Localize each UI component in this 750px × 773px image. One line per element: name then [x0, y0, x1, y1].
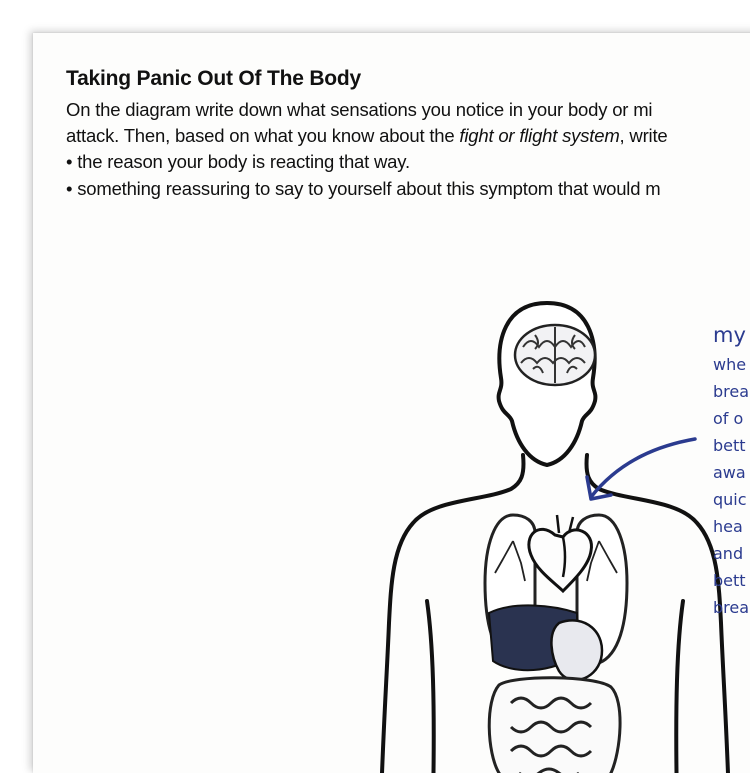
- bullet-reason: • the reason your body is reacting that way.: [66, 151, 410, 172]
- instruction-line-1: On the diagram write down what sensations you notice in your body or mi: [66, 99, 653, 120]
- note-line: hea: [713, 517, 743, 536]
- note-line: bett: [713, 436, 746, 455]
- intestines-icon: [489, 678, 620, 773]
- note-line: brea: [713, 382, 750, 401]
- note-line: and: [713, 544, 744, 563]
- note-line: bett: [713, 571, 746, 590]
- worksheet-title: Taking Panic Out Of The Body: [66, 67, 362, 90]
- curved-arrow-icon: [581, 433, 701, 513]
- handwritten-note: [713, 323, 749, 621]
- instruction-line-2-start: attack. Then, based on what you know about the: [66, 125, 460, 146]
- instruction-line-2-end: , write: [619, 125, 668, 146]
- brain-icon: [515, 325, 595, 385]
- note-heading: my: [713, 323, 746, 347]
- bullet-reassuring: • something reassuring to say to yourself about this symptom that would m: [66, 178, 661, 199]
- note-line: whe: [713, 355, 747, 374]
- note-line: of o: [713, 409, 744, 428]
- note-line: quic: [713, 490, 747, 509]
- note-line: awa: [713, 463, 746, 482]
- stomach-icon: [551, 620, 602, 680]
- human-body-outline: [363, 283, 733, 773]
- fight-or-flight-term: fight or flight system: [459, 125, 620, 146]
- note-line: brea: [713, 598, 750, 617]
- worksheet-page: [33, 33, 750, 773]
- instruction-line-2: [66, 125, 667, 147]
